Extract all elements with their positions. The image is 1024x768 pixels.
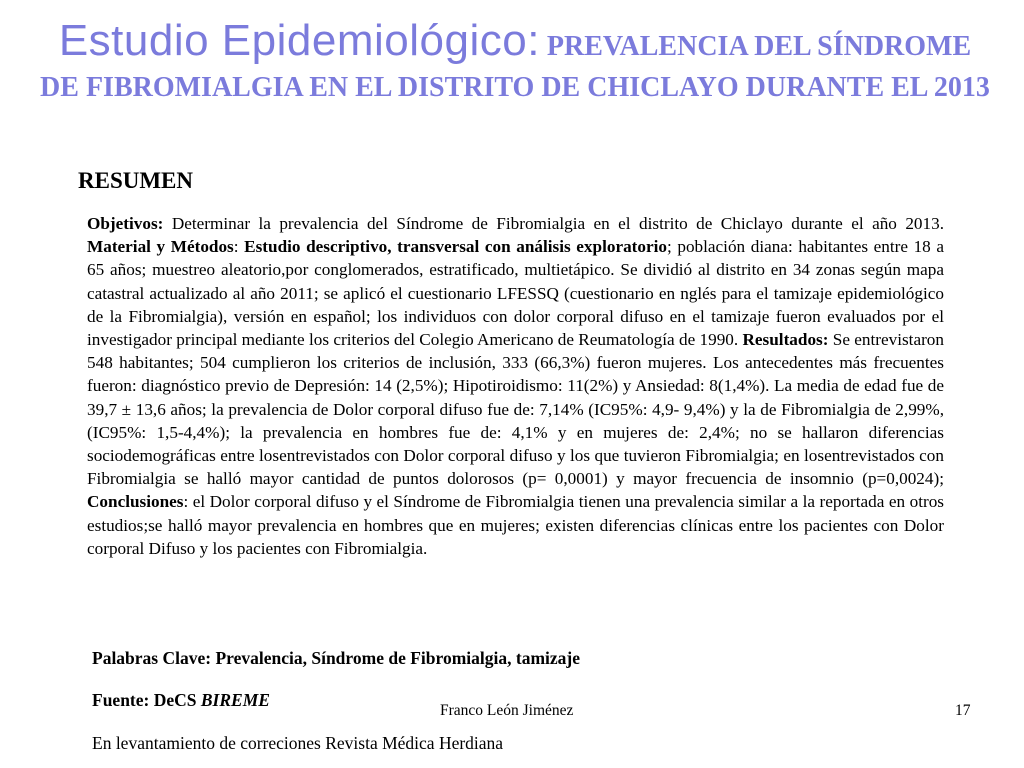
section-heading: RESUMEN xyxy=(78,168,194,193)
objetivos-label: Objetivos: xyxy=(87,214,164,233)
footer-author: Franco León Jiménez xyxy=(440,702,574,719)
keywords-line: Palabras Clave: Prevalencia, Síndrome de Fibromialgia, tamizaje xyxy=(92,648,580,668)
title-main: Estudio Epidemiológico: xyxy=(58,16,540,65)
title-subtitle: PREVALENCIA DEL SÍNDROME DE FIBROMIALGIA EN EL DISTRITO DE CHICLAYO DURANTE EL 2013 xyxy=(40,31,990,103)
resultados-text: Se entrevistaron 548 habitantes; 504 cumplieron los criterios de inclusión, 333 (66,3%) fueron mujeres. Los antecedentes más frecuentes fueron: diagnóstico previo de Depresión: 14 (2,5%); Hipotiroidismo: 11(2%) y Ansiedad: 8(1,4%). La media de edad fue de 39,7 ± 13,6 años; la prevalencia de Dolor corporal difuso fue de: 7,14% (IC95%: 4,9- 9,4%) y la de Fibromialgia de 2,99%, (IC95%: 1,5-4,4%); la prevalencia en hombres fue de: 4,1% y en mujeres de: 2,4%; no se hallaron diferencias sociodemográficas entre losentrevistados con Dolor corporal difuso y los que tuvieron Fibromialgia; en losentrevistados con Fibromialgia se halló mayor cantidad de puntos dolorosos (p= 0,0001) y mayor frecuencia de insomnio (p=0,0024); xyxy=(87,330,944,489)
conclusiones-label: Conclusiones xyxy=(87,492,184,512)
resultados-label: Resultados: xyxy=(742,330,829,350)
source-name: BIREME xyxy=(200,690,270,710)
correction-note: En levantamiento de correciones Revista Médica Herdiana xyxy=(92,733,504,753)
conclusiones-text: : el Dolor corporal difuso y el Síndrome de Fibromialgia tienen una prevalencia similar a la reportada en otros estudios;se halló mayor prevalencia en hombres que en mujeres; existen diferencias clínicas entre los pacientes con Dolor corporal Difuso y los pacientes con Fibromialgia. xyxy=(87,492,944,558)
metodos-text: ; población diana: habitantes entre 18 a 65 años; muestreo aleatorio,por conglomerados, estratificado, multietápico. Se dividió al distrito en 34 zonas según mapa catastral actualizado al año 2011; se aplicó el cuestionario LFESSQ (cuestionario en nglés para el tamizaje epidemiológico de la Fibromialgia), versión en español; los individuos con dolor corporal difuso en el tamizaje fueron evaluados por el investigador principal mediante los criterios del Colegio Americano de Reumatología de 1990. xyxy=(87,237,944,350)
objetivos-text: Determinar la prevalencia del Síndrome de Fibromialgia en el distrito de Chiclayo durante el año 2013. xyxy=(163,214,944,233)
abstract-paragraph xyxy=(87,212,944,560)
source-line xyxy=(92,690,270,711)
source-label: Fuente: DeCS xyxy=(92,690,201,710)
slide-title xyxy=(40,16,990,107)
page-number: 17 xyxy=(955,702,971,719)
metodos-label: Material y Métodos xyxy=(87,237,234,257)
metodos-separator: : xyxy=(233,237,245,257)
metodos-bold-text: Estudio descriptivo, transversal con análisis exploratorio xyxy=(244,237,667,257)
